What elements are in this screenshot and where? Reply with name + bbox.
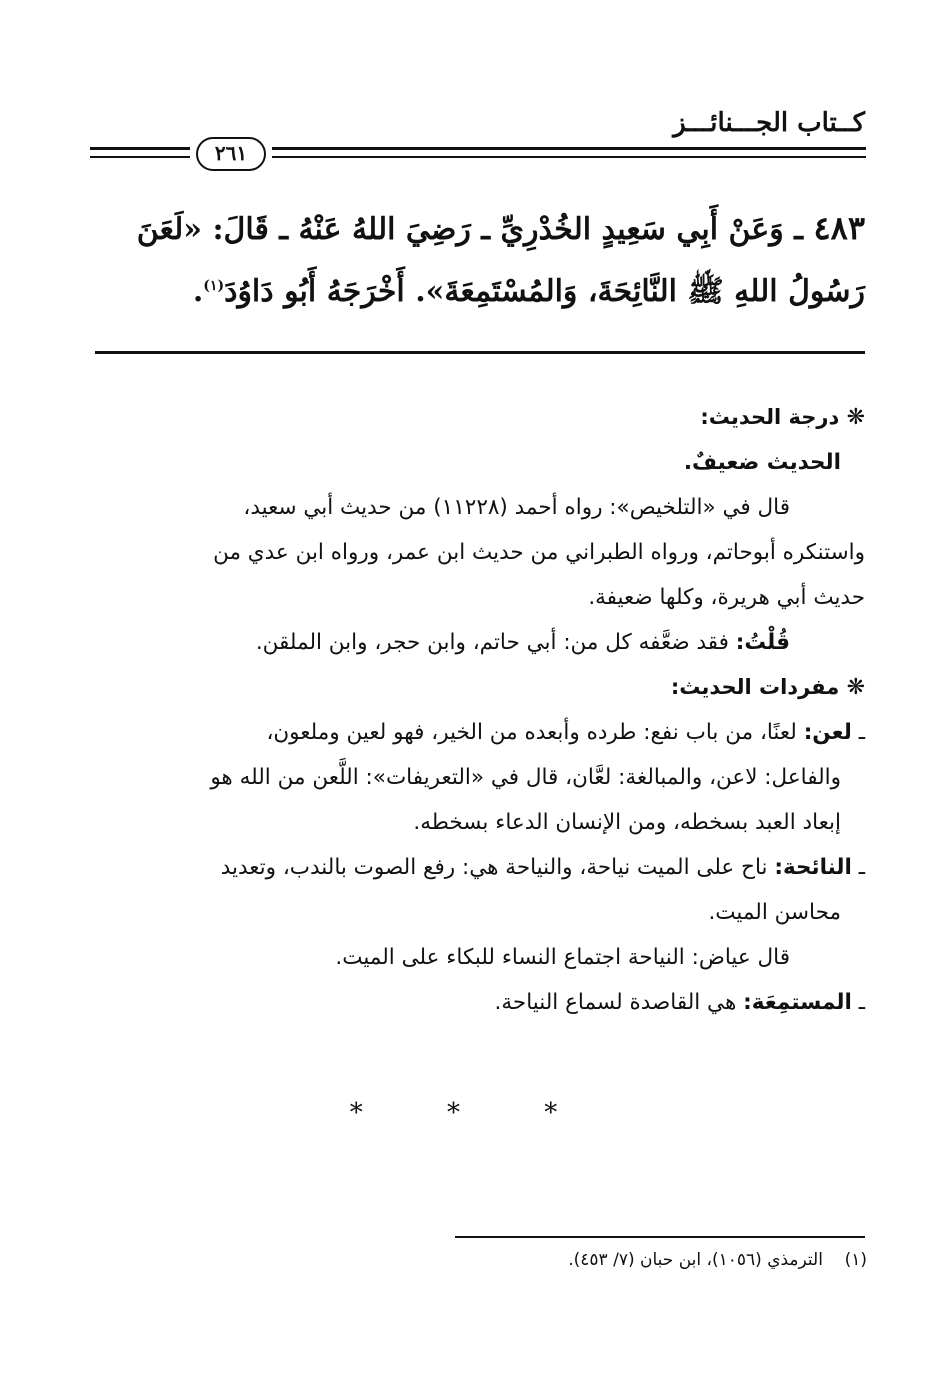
star-icon: ❋	[846, 405, 865, 430]
grade-heading	[75, 395, 865, 440]
footnote-text: الترمذي (١٠٥٦)، ابن حبان (٧/ ٤٥٣).	[568, 1250, 823, 1270]
hadith-text	[75, 200, 865, 320]
header-rule-bottom-right	[272, 156, 866, 158]
star-icon: ❋	[846, 675, 865, 700]
vocab-entry-1-line-2: والفاعل: لاعن، والمبالغة: لعَّان، قال في «التعريفات»: اللَّعن من الله هو	[210, 765, 841, 790]
section-separator: * * *	[349, 1098, 596, 1128]
qultu-line	[75, 620, 865, 665]
iyad-quote: قال عياض: النياحة اجتماع النساء للبكاء على الميت.	[335, 945, 790, 970]
qultu-label: قُلْتُ:	[735, 630, 790, 655]
page-number: ٢٦١	[196, 137, 266, 171]
vocab-term: لعن:	[803, 720, 852, 745]
grade-heading-text: درجة الحديث:	[700, 405, 840, 429]
vocab-entry-2-line-1: ـ النائحة: ناح على الميت نياحة، والنياحة هي: رفع الصوت بالندب، وتعديد	[220, 855, 865, 880]
hadith-line-1	[75, 200, 865, 258]
footnote-ref[interactable]: (١)	[203, 278, 225, 294]
vocab-entry-3-line-1: ـ المستمِعَة: هي القاصدة لسماع النياحة.	[494, 990, 865, 1015]
vocab-heading-text: مفردات الحديث:	[670, 675, 840, 699]
hadith-end: .	[192, 274, 204, 309]
footnote	[568, 1250, 867, 1270]
grade-verdict: الحديث ضعيفٌ.	[683, 450, 841, 475]
hadith-dash: ـ	[783, 212, 803, 247]
vocab-term: المستمِعَة:	[743, 990, 852, 1015]
header-rule-bottom	[90, 156, 190, 158]
vocab-entry-1-line-1: ـ لعن: لعنًا، من باب نفع: طرده وأبعده من الخير، فهو لعين وملعون،	[266, 720, 865, 745]
grade-line-3: حديث أبي هريرة، وكلها ضعيفة.	[588, 585, 865, 610]
vocab-text: لعنًا، من باب نفع: طرده وأبعده من الخير، فهو لعين وملعون،	[266, 720, 797, 745]
hadith-line-1-text: وَعَنْ أَبِي سَعِيدٍ الخُدْرِيِّ ـ رَضِيَ اللهُ عَنْهُ ـ قَالَ: «لَعَنَ	[136, 212, 784, 247]
vocab-entry-1-line-3: إبعاد العبد بسخطه، ومن الإنسان الدعاء بسخطه.	[413, 810, 841, 835]
header-rule-top	[90, 147, 190, 150]
hadith-line-2	[75, 258, 865, 320]
header-rule-top-right	[272, 147, 866, 150]
vocab-text: هي القاصدة لسماع النياحة.	[494, 990, 737, 1015]
grade-line-1: قال في «التلخيص»: رواه أحمد (١١٢٢٨) من حديث أبي سعيد،	[243, 495, 790, 520]
qultu-text: فقد ضعَّفه كل من: أبي حاتم، وابن حجر، وابن الملقن.	[255, 630, 729, 655]
vocab-term: النائحة:	[774, 855, 852, 880]
hadith-line-2-text: رَسُولُ اللهِ ﷺ النَّائِحَةَ، وَالمُسْتَمِعَةَ». أَخْرَجَهُ أَبُو دَاوُدَ	[224, 274, 865, 309]
hadith-number: ٤٨٣	[813, 209, 865, 247]
commentary	[75, 395, 865, 1025]
footnote-rule	[455, 1236, 865, 1238]
footnote-number: (١)	[844, 1250, 867, 1270]
vocab-entry-2-line-2: محاسن الميت.	[708, 900, 841, 925]
section-divider	[95, 351, 865, 354]
book-title: كــتاب الجـــنائـــز	[673, 108, 865, 138]
vocab-text: ناح على الميت نياحة، والنياحة هي: رفع الصوت بالندب، وتعديد	[220, 855, 768, 880]
grade-line-2: واستنكره أبوحاتم، ورواه الطبراني من حديث ابن عمر، ورواه ابن عدي من	[213, 540, 865, 565]
vocab-heading	[75, 665, 865, 710]
